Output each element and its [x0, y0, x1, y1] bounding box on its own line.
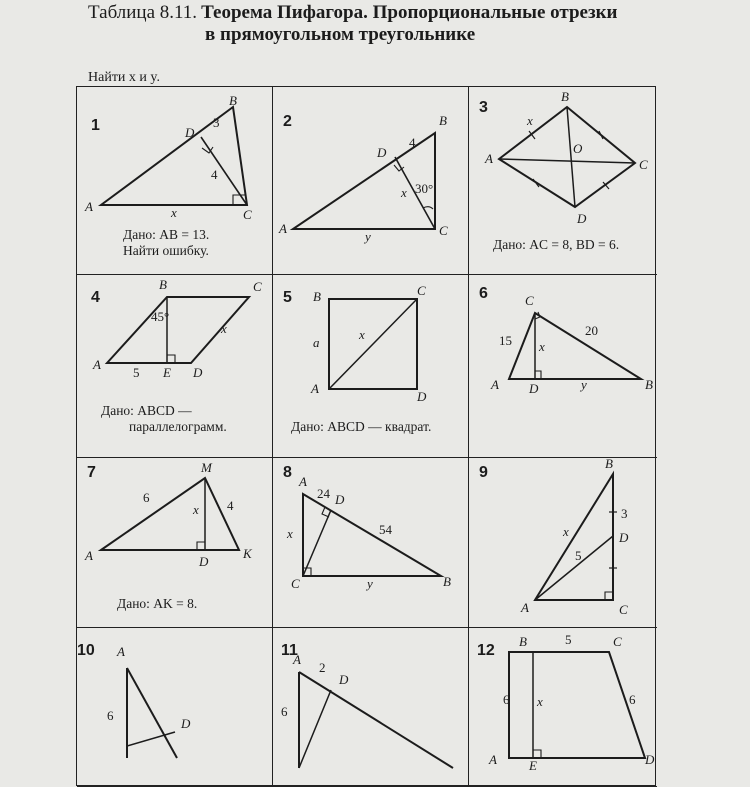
label-x: x	[539, 339, 545, 354]
caption-line: Дано: ABCD — квадрат.	[291, 419, 432, 434]
diagram-12	[469, 628, 657, 787]
problem-cell-3	[469, 87, 657, 275]
label-D: D	[619, 530, 629, 545]
table-title: Теорема Пифагора. Пропорциональные отрезки	[201, 2, 618, 23]
label-6-right: 6	[629, 692, 636, 707]
label-4: 4	[409, 135, 416, 150]
label-5: 5	[133, 365, 140, 380]
label-A: A	[93, 357, 101, 372]
label-B: B	[439, 113, 447, 128]
table-title-line2: в прямоугольном треугольнике	[205, 24, 476, 45]
problem-cell-7	[77, 458, 273, 628]
label-B: B	[645, 377, 653, 392]
diagram-10	[77, 628, 273, 787]
problem-number: 2	[283, 113, 292, 130]
label-C: C	[439, 223, 448, 238]
problem-cell-6	[469, 275, 657, 458]
label-A: A	[489, 752, 497, 767]
caption-line: Найти ошибку.	[123, 243, 209, 258]
label-y: y	[365, 229, 371, 244]
label-3: 3	[621, 506, 628, 521]
table-number: Таблица 8.11.	[88, 2, 198, 23]
label-C: C	[613, 634, 622, 649]
label-x: x	[527, 113, 533, 128]
problem-cell-12	[469, 628, 657, 787]
label-C: C	[619, 602, 628, 617]
problem-number: 8	[283, 464, 292, 481]
instruction-text: Найти x и y.	[88, 70, 161, 85]
problem-cell-5	[273, 275, 469, 458]
label-54: 54	[379, 522, 392, 537]
label-4: 4	[227, 498, 234, 513]
label-y: y	[367, 576, 373, 591]
label-angle: 45°	[151, 309, 170, 324]
label-3: 3	[213, 115, 220, 130]
label-15: 15	[499, 333, 512, 348]
label-angle: 30°	[415, 181, 434, 196]
label-C: C	[243, 207, 252, 222]
problem-cell-8	[273, 458, 469, 628]
label-A: A	[117, 644, 125, 659]
label-C: C	[639, 157, 648, 172]
label-20: 20	[585, 323, 598, 338]
label-A: A	[521, 600, 529, 615]
caption-line: Дано: ABCD —	[101, 403, 192, 418]
label-D: D	[199, 554, 209, 569]
label-D: D	[377, 145, 387, 160]
caption-line: Дано: AC = 8, BD = 6.	[493, 237, 620, 252]
problem-number: 12	[477, 642, 495, 659]
label-x: x	[359, 327, 365, 342]
caption-line: Дано: AB = 13.	[123, 227, 210, 242]
problem-cell-9	[469, 458, 657, 628]
label-D: D	[645, 752, 655, 767]
label-6: 6	[143, 490, 150, 505]
label-D: D	[577, 211, 587, 226]
label-O: O	[573, 141, 583, 156]
problem-cell-11	[273, 628, 469, 787]
label-5: 5	[565, 632, 572, 647]
label-A: A	[85, 548, 93, 563]
problem-cell-2	[273, 87, 469, 275]
problem-number: 1	[91, 117, 100, 134]
problem-number: 11	[281, 642, 298, 659]
diagram-2	[273, 87, 469, 275]
caption-line: параллелограмм.	[129, 419, 227, 434]
problem-number: 4	[91, 289, 100, 306]
label-D: D	[181, 716, 191, 731]
label-x: x	[221, 321, 227, 336]
label-E: E	[163, 365, 171, 380]
problem-number: 10	[77, 642, 95, 659]
diagram-9	[469, 458, 657, 628]
label-A: A	[85, 199, 93, 214]
problem-number: 6	[479, 285, 488, 302]
label-6: 6	[107, 708, 114, 723]
label-x: x	[287, 526, 293, 541]
problem-cell-1	[77, 87, 273, 275]
label-a: a	[313, 335, 320, 350]
label-6-left: 6	[503, 692, 510, 707]
label-y: y	[581, 377, 587, 392]
label-K: K	[243, 546, 252, 561]
label-A: A	[293, 652, 301, 667]
label-24: 24	[317, 486, 330, 501]
label-A: A	[491, 377, 499, 392]
label-4: 4	[211, 167, 218, 182]
label-B: B	[159, 277, 167, 292]
label-B: B	[519, 634, 527, 649]
label-2: 2	[319, 660, 326, 675]
label-A: A	[299, 474, 307, 489]
diagram-6	[469, 275, 657, 458]
label-D: D	[417, 389, 427, 404]
problem-number: 9	[479, 464, 488, 481]
label-B: B	[561, 89, 569, 104]
label-C: C	[291, 576, 300, 591]
label-B: B	[443, 574, 451, 589]
label-A: A	[485, 151, 493, 166]
label-E: E	[529, 758, 537, 773]
label-x: x	[401, 185, 407, 200]
problem-cell-10	[77, 628, 273, 787]
problem-number: 5	[283, 289, 292, 306]
label-A: A	[279, 221, 287, 236]
label-5: 5	[575, 548, 582, 563]
label-B: B	[605, 456, 613, 471]
label-B: B	[229, 93, 237, 108]
problem-cell-4	[77, 275, 273, 458]
diagram-8	[273, 458, 469, 628]
label-B: B	[313, 289, 321, 304]
label-x: x	[193, 502, 199, 517]
page-title	[88, 2, 618, 24]
label-D: D	[193, 365, 203, 380]
label-A: A	[311, 381, 319, 396]
diagram-11	[273, 628, 469, 787]
label-D: D	[335, 492, 345, 507]
label-x: x	[171, 205, 177, 220]
label-C: C	[525, 293, 534, 308]
label-C: C	[417, 283, 426, 298]
label-6: 6	[281, 704, 288, 719]
problems-grid	[76, 86, 656, 786]
caption-line: Дано: AK = 8.	[117, 596, 198, 611]
label-C: C	[253, 279, 262, 294]
label-D: D	[339, 672, 349, 687]
label-M: M	[201, 460, 212, 475]
problem-number: 3	[479, 99, 488, 116]
label-x: x	[563, 524, 569, 539]
label-D: D	[529, 381, 539, 396]
label-x: x	[537, 694, 543, 709]
problem-number: 7	[87, 464, 96, 481]
label-D: D	[185, 125, 195, 140]
